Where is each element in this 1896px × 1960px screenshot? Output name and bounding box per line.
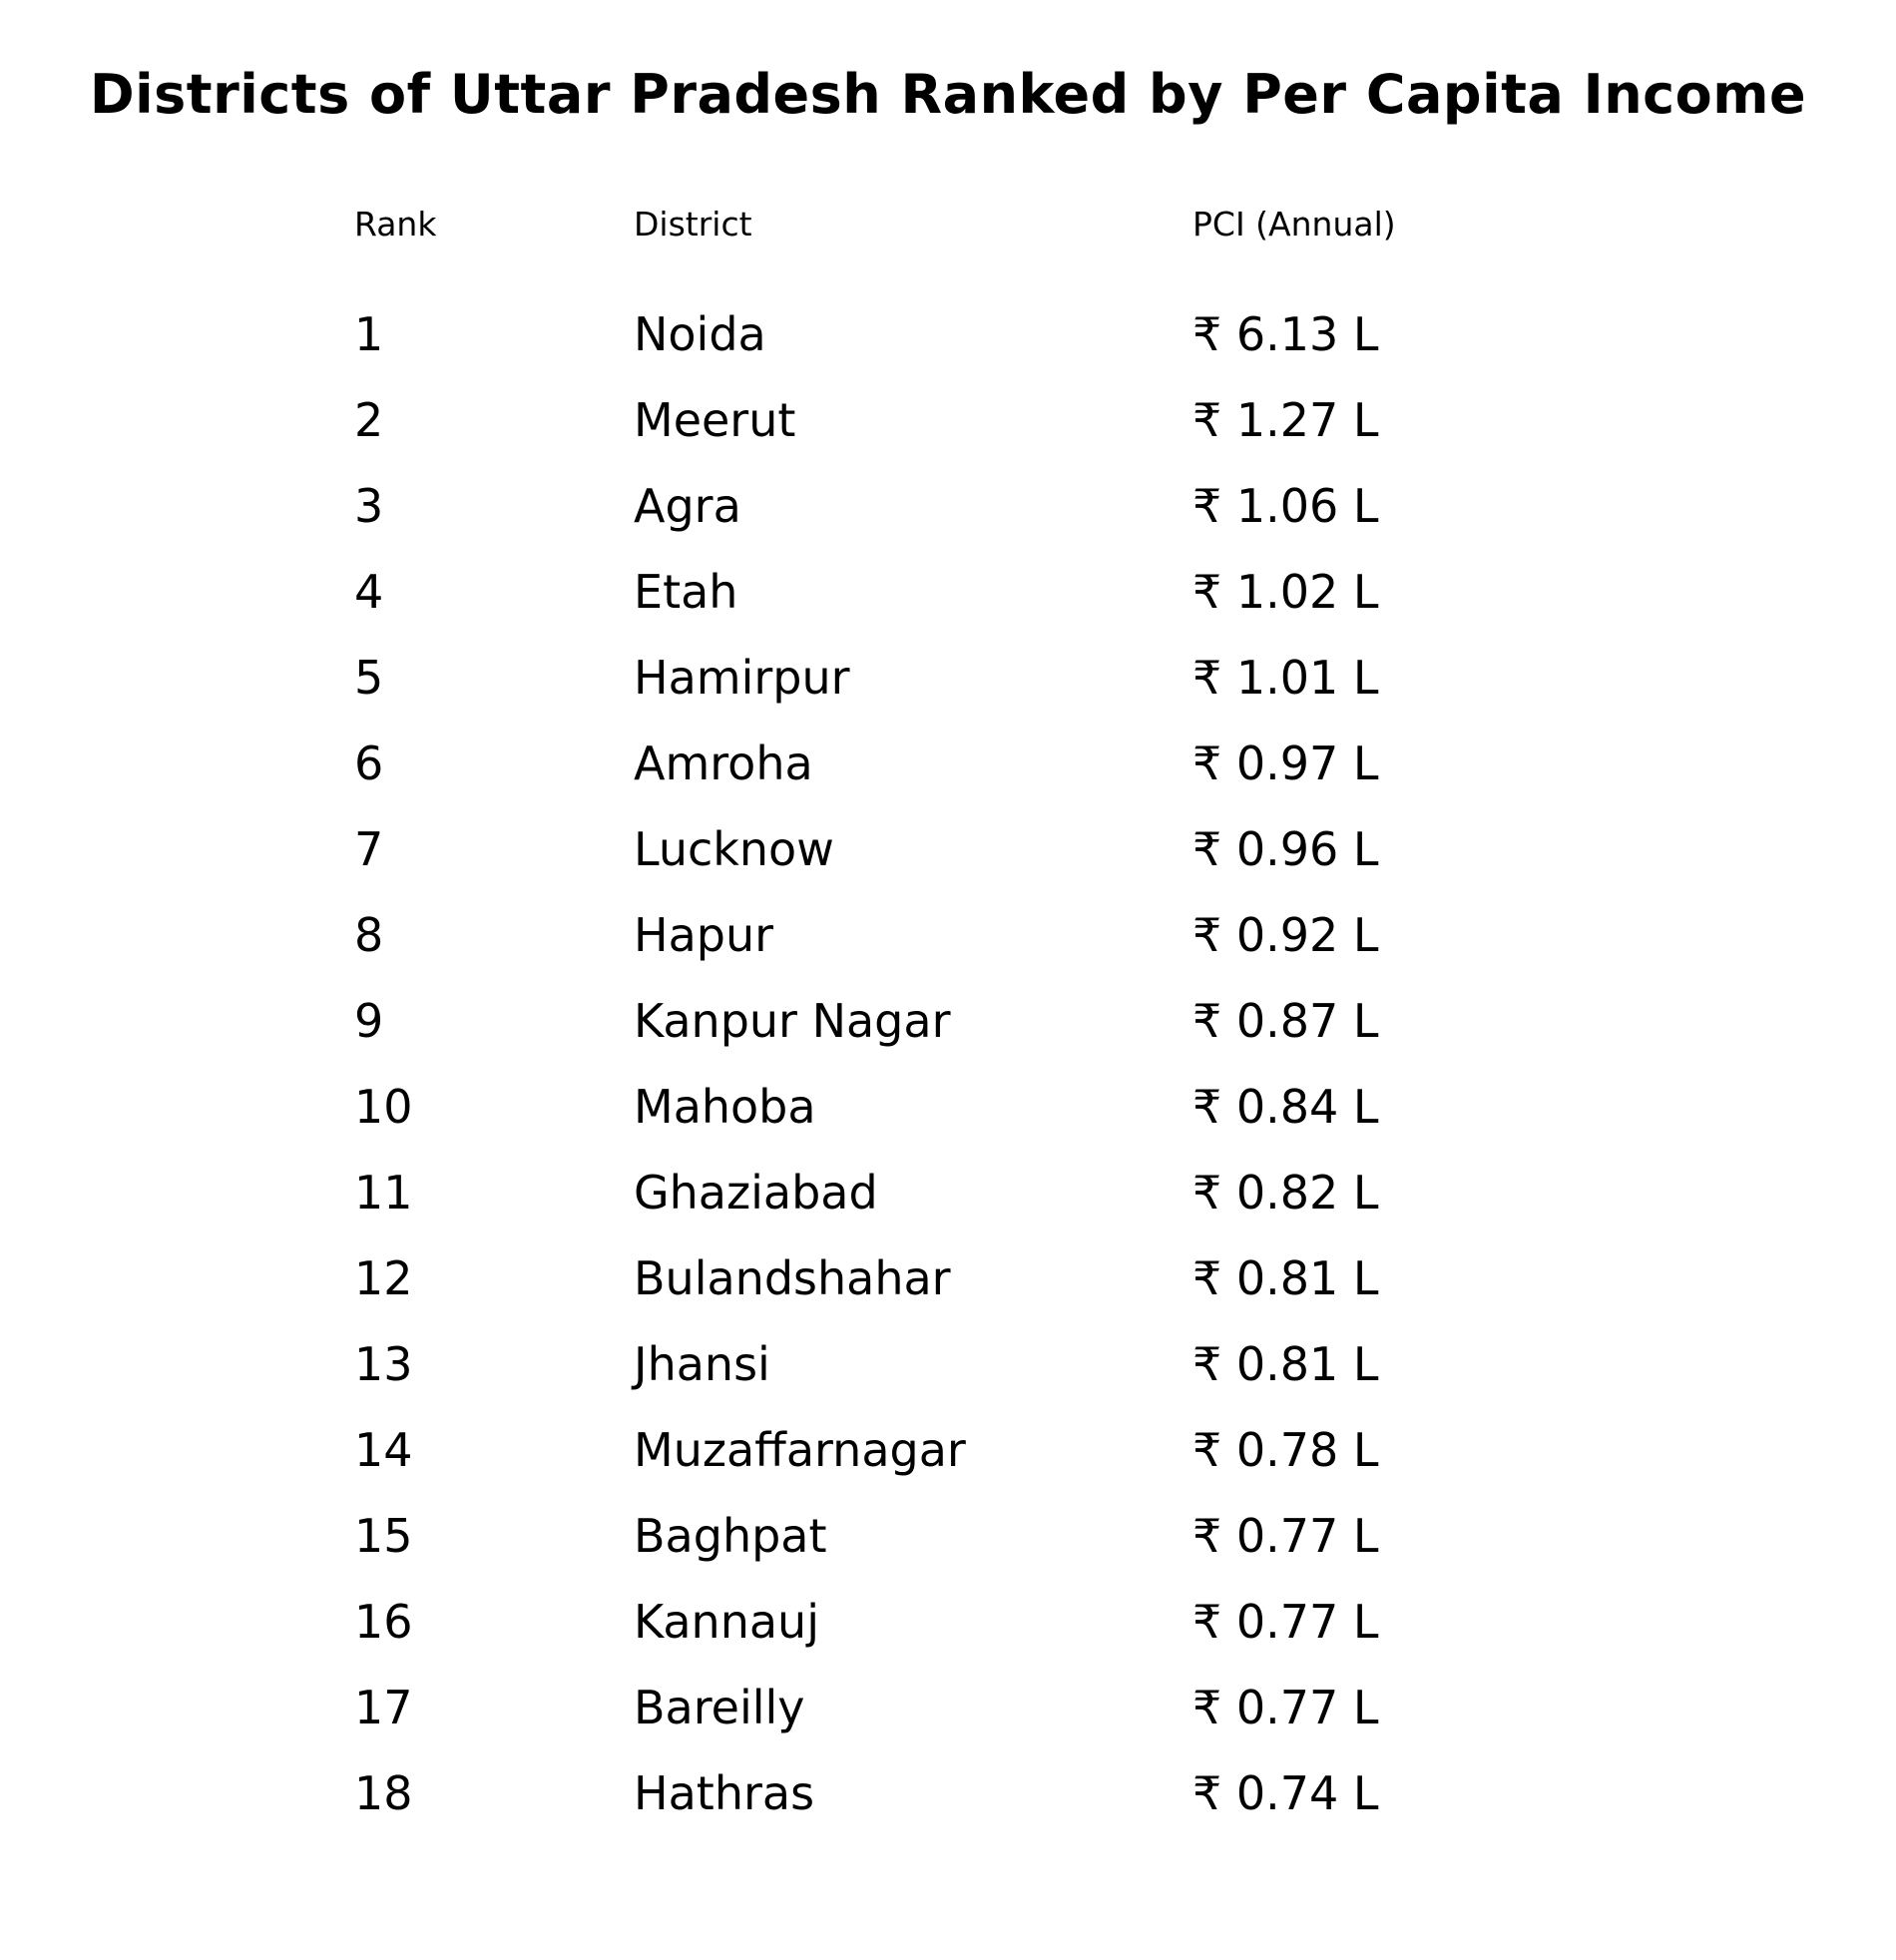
table-row (354, 463, 1552, 549)
district-cell: Hapur (634, 908, 774, 962)
pci-cell: ₹ 0.87 L (1192, 994, 1379, 1048)
rank-column-header: Rank (354, 205, 437, 244)
pci-cell: ₹ 0.74 L (1192, 1766, 1379, 1820)
table-row (354, 1235, 1552, 1321)
rank-cell: 8 (354, 908, 384, 962)
table-row (354, 549, 1552, 635)
rank-cell: 13 (354, 1337, 413, 1391)
district-cell: Lucknow (634, 822, 834, 876)
district-cell: Kanpur Nagar (634, 994, 951, 1048)
pci-cell: ₹ 6.13 L (1192, 307, 1379, 361)
pci-cell: ₹ 1.02 L (1192, 565, 1379, 619)
district-cell: Kannauj (634, 1595, 819, 1649)
district-cell: Hathras (634, 1766, 815, 1820)
rank-cell: 18 (354, 1766, 413, 1820)
district-cell: Hamirpur (634, 651, 850, 705)
district-cell: Noida (634, 307, 766, 361)
district-cell: Etah (634, 565, 738, 619)
rank-cell: 15 (354, 1509, 413, 1563)
district-cell: Amroha (634, 736, 813, 790)
pci-cell: ₹ 1.27 L (1192, 393, 1379, 447)
pci-cell: ₹ 0.78 L (1192, 1423, 1379, 1477)
table-row (354, 1064, 1552, 1150)
rank-cell: 12 (354, 1251, 413, 1305)
district-cell: Baghpat (634, 1509, 827, 1563)
pci-cell: ₹ 0.77 L (1192, 1681, 1379, 1734)
pci-cell: ₹ 0.82 L (1192, 1166, 1379, 1220)
table-row (354, 291, 1552, 377)
rank-cell: 5 (354, 651, 384, 705)
district-column-header: District (634, 205, 752, 244)
rank-cell: 4 (354, 565, 384, 619)
rank-cell: 17 (354, 1681, 413, 1734)
district-cell: Agra (634, 479, 741, 533)
table-row (354, 806, 1552, 892)
table-row (354, 1493, 1552, 1579)
pci-cell: ₹ 0.97 L (1192, 736, 1379, 790)
district-cell: Bareilly (634, 1681, 805, 1734)
rank-cell: 6 (354, 736, 384, 790)
pci-cell: ₹ 1.01 L (1192, 651, 1379, 705)
table-row (354, 377, 1552, 463)
pci-cell: ₹ 0.84 L (1192, 1080, 1379, 1134)
rank-cell: 9 (354, 994, 384, 1048)
district-cell: Mahoba (634, 1080, 816, 1134)
rank-cell: 16 (354, 1595, 413, 1649)
district-cell: Muzaffarnagar (634, 1423, 966, 1477)
district-cell: Meerut (634, 393, 796, 447)
rank-cell: 1 (354, 307, 384, 361)
rank-cell: 7 (354, 822, 384, 876)
rank-cell: 10 (354, 1080, 413, 1134)
table-body (354, 291, 1552, 1836)
pci-column-header: PCI (Annual) (1192, 205, 1396, 244)
pci-cell: ₹ 0.96 L (1192, 822, 1379, 876)
pci-cell: ₹ 0.81 L (1192, 1251, 1379, 1305)
rank-cell: 11 (354, 1166, 413, 1220)
district-cell: Jhansi (634, 1337, 770, 1391)
pci-cell: ₹ 0.92 L (1192, 908, 1379, 962)
pci-cell: ₹ 0.77 L (1192, 1509, 1379, 1563)
rank-cell: 14 (354, 1423, 413, 1477)
pci-cell: ₹ 0.77 L (1192, 1595, 1379, 1649)
rank-cell: 2 (354, 393, 384, 447)
table-header (354, 200, 1552, 249)
table-row (354, 1321, 1552, 1407)
pci-cell: ₹ 0.81 L (1192, 1337, 1379, 1391)
pci-cell: ₹ 1.06 L (1192, 479, 1379, 533)
table-row (354, 1579, 1552, 1665)
table-row (354, 978, 1552, 1064)
page-title: Districts of Uttar Pradesh Ranked by Per Capita Income (89, 63, 1807, 126)
table-row (354, 1665, 1552, 1750)
district-cell: Ghaziabad (634, 1166, 878, 1220)
table-row (354, 1407, 1552, 1493)
table-row (354, 721, 1552, 806)
table-row (354, 892, 1552, 978)
table-row (354, 1150, 1552, 1235)
table-row (354, 1750, 1552, 1836)
pci-table (354, 200, 1552, 1836)
table-row (354, 635, 1552, 721)
district-cell: Bulandshahar (634, 1251, 951, 1305)
rank-cell: 3 (354, 479, 384, 533)
